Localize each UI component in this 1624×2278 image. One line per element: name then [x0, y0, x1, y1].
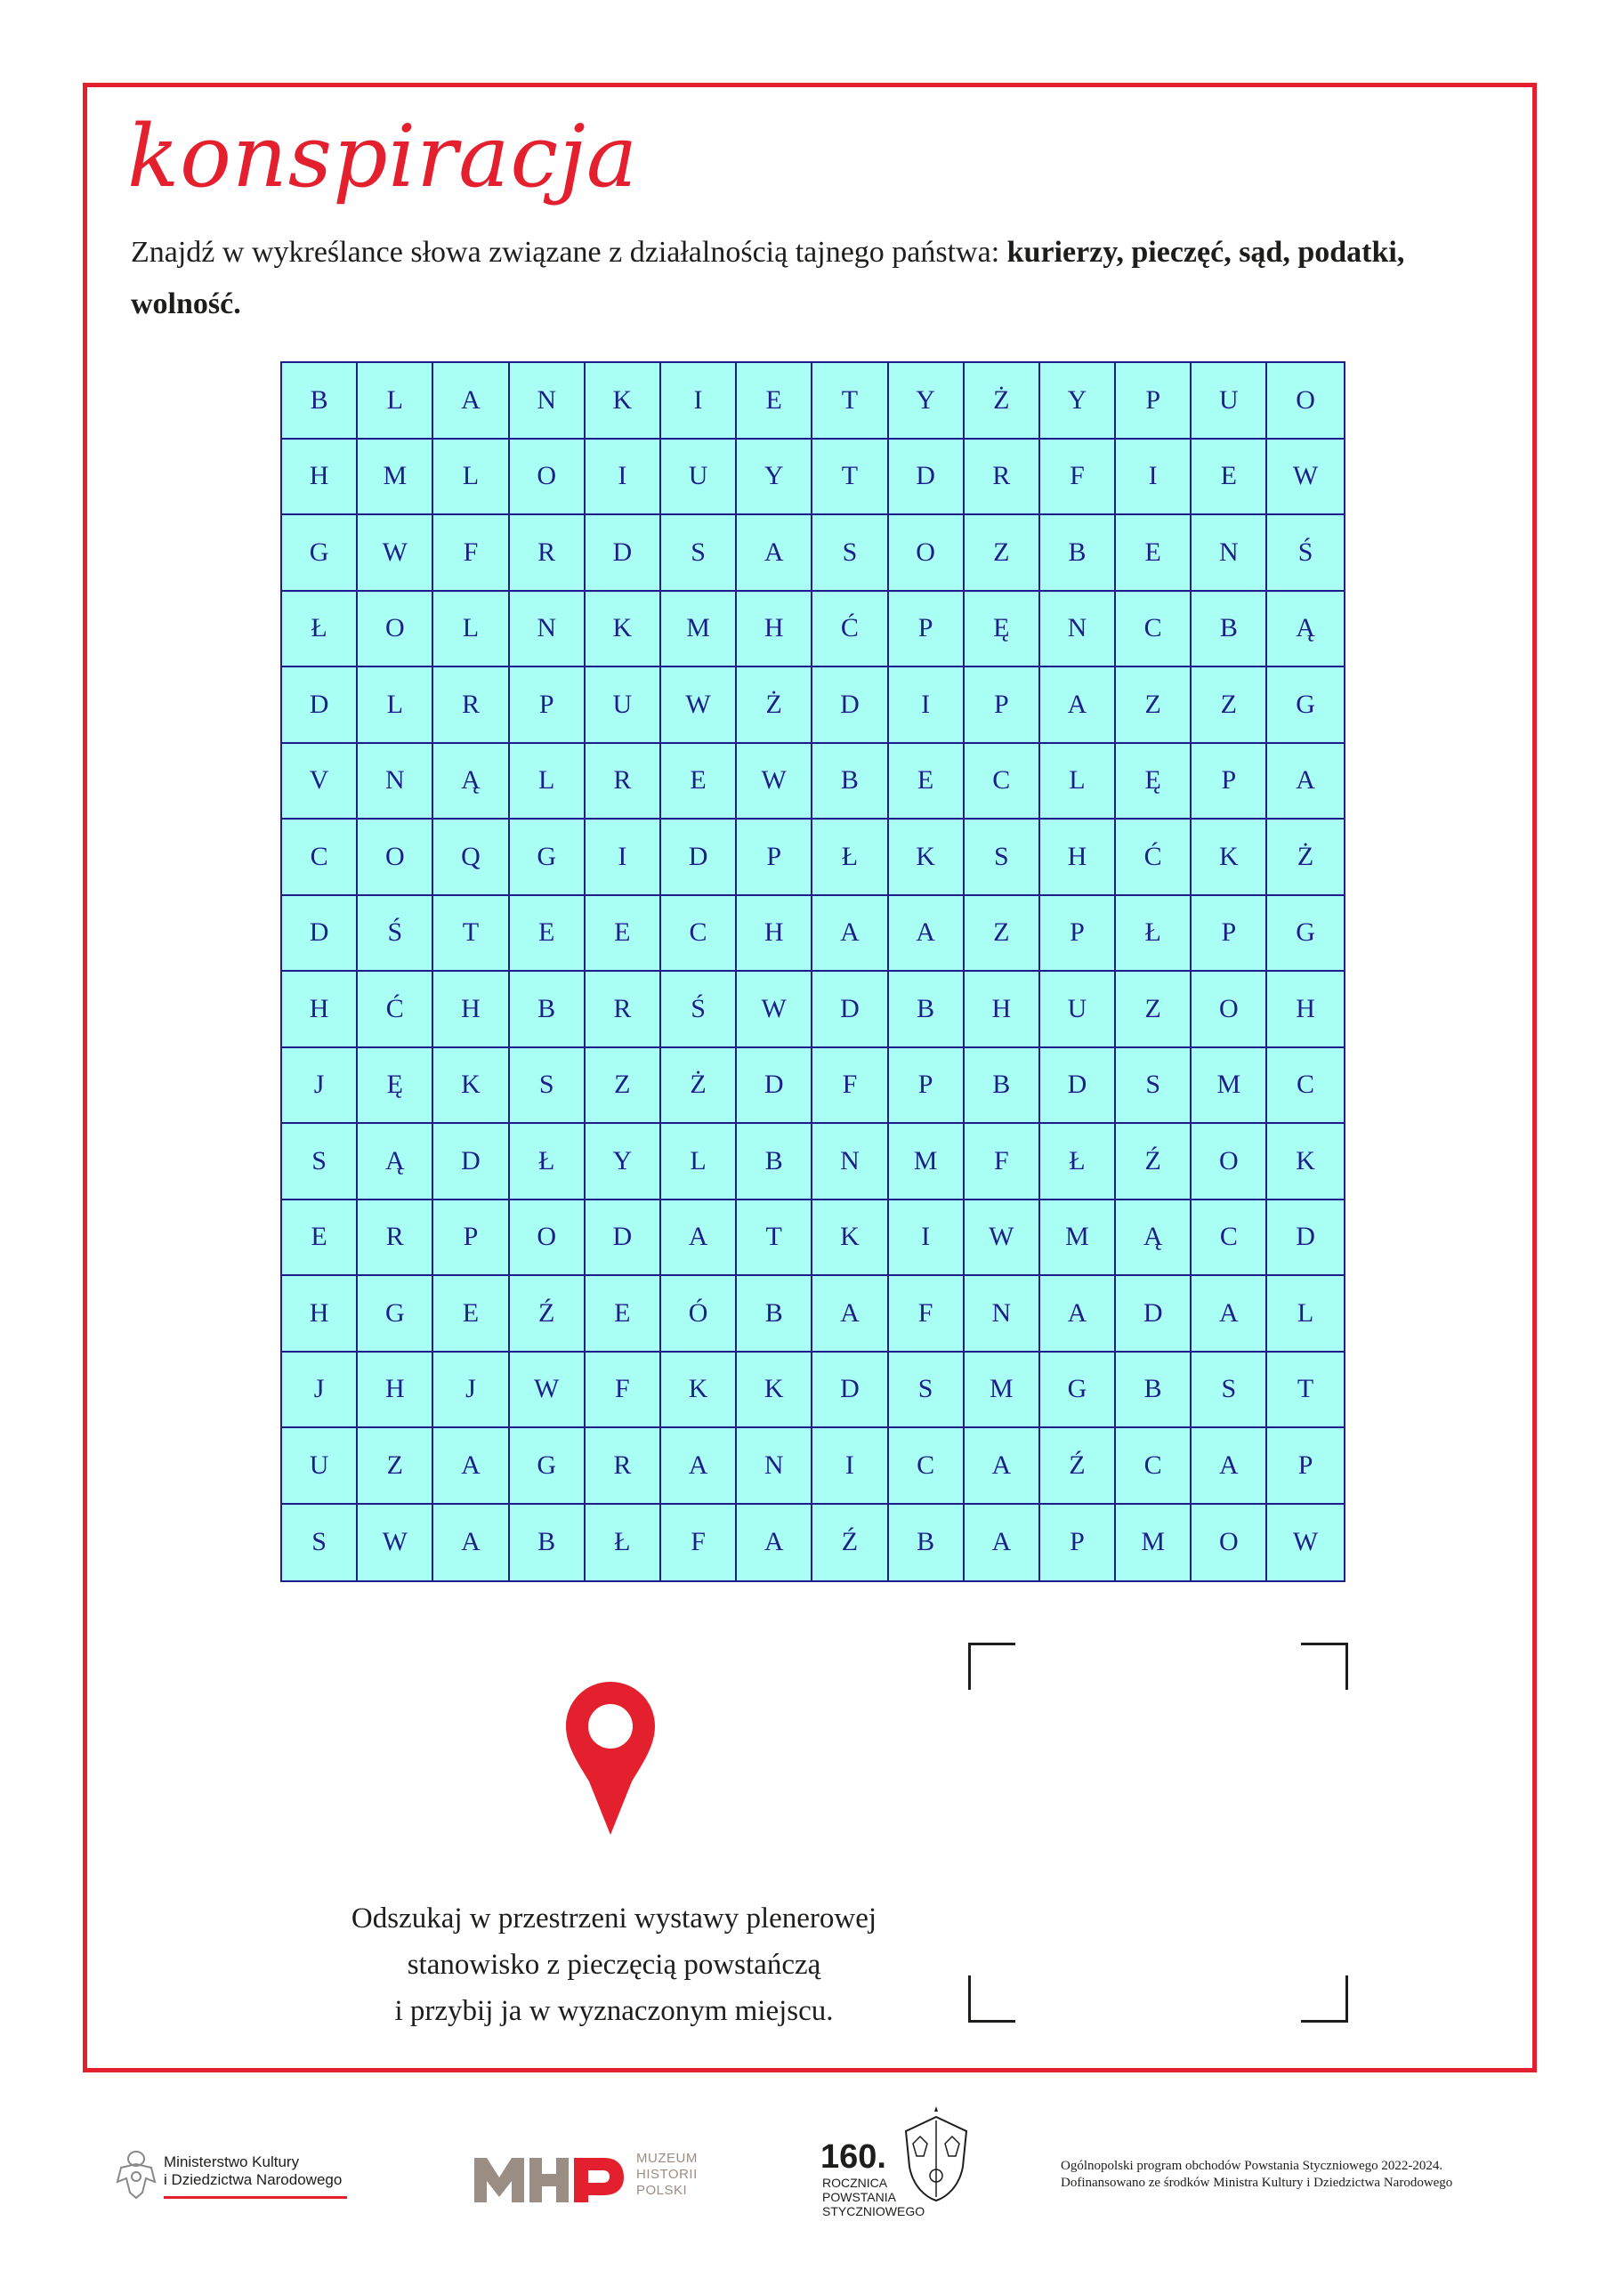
grid-cell[interactable]: O: [358, 820, 433, 896]
grid-cell[interactable]: Ł: [812, 820, 888, 896]
grid-cell[interactable]: Ł: [586, 1505, 661, 1581]
grid-cell[interactable]: L: [433, 592, 509, 668]
grid-cell[interactable]: D: [812, 972, 888, 1048]
grid-cell[interactable]: A: [1267, 744, 1343, 820]
grid-cell[interactable]: B: [1040, 515, 1116, 592]
grid-cell[interactable]: K: [661, 1353, 737, 1429]
grid-cell[interactable]: R: [586, 744, 661, 820]
stamp-area-corner-bottom-right: [1301, 1975, 1348, 2023]
grid-cell[interactable]: P: [1040, 1505, 1116, 1581]
grid-cell[interactable]: A: [737, 515, 812, 592]
grid-cell[interactable]: I: [586, 440, 661, 516]
anniversary-text: [822, 2176, 925, 2218]
ministry-underline: [164, 2196, 347, 2199]
grid-cell[interactable]: A: [1040, 667, 1116, 744]
grid-cell[interactable]: O: [510, 1200, 586, 1277]
grid-cell[interactable]: K: [812, 1200, 888, 1277]
grid-cell[interactable]: W: [737, 972, 812, 1048]
grid-cell[interactable]: D: [1040, 1048, 1116, 1125]
grid-cell[interactable]: Y: [586, 1124, 661, 1200]
grid-cell[interactable]: D: [812, 1353, 888, 1429]
grid-cell[interactable]: G: [358, 1276, 433, 1353]
grid-cell[interactable]: E: [282, 1200, 358, 1277]
grid-cell[interactable]: R: [586, 1428, 661, 1505]
grid-cell[interactable]: S: [510, 1048, 586, 1125]
grid-cell[interactable]: P: [737, 820, 812, 896]
grid-cell[interactable]: Ą: [358, 1124, 433, 1200]
ministry-name: [164, 2153, 342, 2189]
grid-cell[interactable]: O: [1192, 1124, 1267, 1200]
grid-cell[interactable]: R: [433, 667, 509, 744]
grid-cell[interactable]: M: [1116, 1505, 1192, 1581]
grid-cell[interactable]: R: [358, 1200, 433, 1277]
grid-cell[interactable]: A: [1192, 1276, 1267, 1353]
grid-cell[interactable]: M: [889, 1124, 965, 1200]
grid-cell[interactable]: W: [737, 744, 812, 820]
grid-cell[interactable]: A: [1192, 1428, 1267, 1505]
grid-cell[interactable]: K: [586, 363, 661, 440]
grid-cell[interactable]: D: [282, 667, 358, 744]
grid-cell[interactable]: B: [510, 1505, 586, 1581]
grid-cell[interactable]: G: [1267, 896, 1343, 973]
stamp-instruction: [285, 1895, 943, 2034]
grid-cell[interactable]: T: [433, 896, 509, 973]
page-title: konspiracja: [127, 107, 639, 206]
grid-cell[interactable]: D: [1116, 1276, 1192, 1353]
grid-cell[interactable]: A: [433, 1428, 509, 1505]
grid-cell[interactable]: E: [586, 896, 661, 973]
grid-cell[interactable]: C: [661, 896, 737, 973]
grid-cell[interactable]: F: [1040, 440, 1116, 516]
grid-cell[interactable]: U: [282, 1428, 358, 1505]
word-search-grid[interactable]: [280, 361, 1345, 1582]
grid-cell[interactable]: K: [1267, 1124, 1343, 1200]
grid-cell[interactable]: E: [737, 363, 812, 440]
museum-line-3: POLSKI: [636, 2183, 688, 2198]
grid-cell[interactable]: W: [510, 1353, 586, 1429]
grid-cell[interactable]: C: [1267, 1048, 1343, 1125]
grid-cell[interactable]: F: [889, 1276, 965, 1353]
grid-cell[interactable]: D: [433, 1124, 509, 1200]
grid-cell[interactable]: S: [965, 820, 1040, 896]
grid-cell[interactable]: C: [965, 744, 1040, 820]
grid-cell[interactable]: G: [282, 515, 358, 592]
grid-cell[interactable]: O: [358, 592, 433, 668]
grid-cell[interactable]: Ć: [358, 972, 433, 1048]
grid-cell[interactable]: H: [965, 972, 1040, 1048]
grid-cell[interactable]: H: [737, 592, 812, 668]
grid-cell[interactable]: B: [889, 972, 965, 1048]
ministry-line-2: i Dziedzictwa Narodowego: [164, 2171, 343, 2188]
grid-cell[interactable]: S: [661, 515, 737, 592]
stamp-area-corner-bottom-left: [968, 1975, 1015, 2023]
grid-cell[interactable]: T: [1267, 1353, 1343, 1429]
grid-cell[interactable]: E: [510, 896, 586, 973]
instruction-text: [131, 227, 1519, 330]
grid-cell[interactable]: D: [889, 440, 965, 516]
grid-cell[interactable]: K: [1192, 820, 1267, 896]
grid-cell[interactable]: A: [812, 1276, 888, 1353]
grid-cell[interactable]: W: [965, 1200, 1040, 1277]
grid-cell[interactable]: U: [1192, 363, 1267, 440]
grid-cell[interactable]: Ś: [358, 896, 433, 973]
grid-cell[interactable]: U: [661, 440, 737, 516]
grid-cell[interactable]: U: [1040, 972, 1116, 1048]
grid-cell[interactable]: Y: [737, 440, 812, 516]
grid-cell[interactable]: G: [510, 820, 586, 896]
grid-cell[interactable]: Ć: [812, 592, 888, 668]
grid-cell[interactable]: P: [433, 1200, 509, 1277]
grid-cell[interactable]: Y: [1040, 363, 1116, 440]
grid-cell[interactable]: H: [358, 1353, 433, 1429]
grid-cell[interactable]: O: [510, 440, 586, 516]
grid-cell[interactable]: I: [661, 363, 737, 440]
grid-cell[interactable]: K: [737, 1353, 812, 1429]
eagle-emblem-icon: [114, 2148, 158, 2200]
grid-cell[interactable]: Ę: [358, 1048, 433, 1125]
grid-cell[interactable]: P: [1192, 744, 1267, 820]
grid-cell[interactable]: K: [433, 1048, 509, 1125]
stamp-area-corner-top-right: [1301, 1643, 1348, 1690]
grid-cell[interactable]: P: [1267, 1428, 1343, 1505]
grid-cell[interactable]: Ó: [661, 1276, 737, 1353]
grid-cell[interactable]: Ć: [1116, 820, 1192, 896]
museum-line-2: HISTORII: [636, 2167, 698, 2182]
grid-cell[interactable]: T: [812, 440, 888, 516]
grid-cell[interactable]: D: [586, 1200, 661, 1277]
grid-cell[interactable]: D: [586, 515, 661, 592]
grid-cell[interactable]: G: [1040, 1353, 1116, 1429]
grid-cell[interactable]: Ź: [1040, 1428, 1116, 1505]
grid-cell[interactable]: M: [661, 592, 737, 668]
grid-cell[interactable]: H: [282, 1276, 358, 1353]
grid-cell[interactable]: A: [889, 896, 965, 973]
grid-cell[interactable]: B: [889, 1505, 965, 1581]
grid-cell[interactable]: F: [433, 515, 509, 592]
grid-cell[interactable]: I: [889, 667, 965, 744]
grid-cell[interactable]: Ż: [661, 1048, 737, 1125]
grid-cell[interactable]: S: [1116, 1048, 1192, 1125]
grid-cell[interactable]: H: [1040, 820, 1116, 896]
stamp-instruction-line-1: Odszukaj w przestrzeni wystawy plenerowej: [351, 1902, 877, 1935]
grid-cell[interactable]: L: [510, 744, 586, 820]
grid-cell[interactable]: T: [737, 1200, 812, 1277]
grid-cell[interactable]: L: [433, 440, 509, 516]
grid-cell[interactable]: Ż: [1267, 820, 1343, 896]
grid-cell[interactable]: N: [510, 363, 586, 440]
grid-cell[interactable]: N: [1192, 515, 1267, 592]
grid-cell[interactable]: S: [812, 515, 888, 592]
museum-name: [636, 2151, 698, 2199]
grid-cell[interactable]: A: [737, 1505, 812, 1581]
grid-cell[interactable]: C: [1116, 1428, 1192, 1505]
grid-cell[interactable]: Ą: [433, 744, 509, 820]
museum-line-1: MUZEUM: [636, 2151, 698, 2166]
grid-cell[interactable]: L: [1267, 1276, 1343, 1353]
grid-cell[interactable]: Y: [889, 363, 965, 440]
grid-cell[interactable]: Ą: [1116, 1200, 1192, 1277]
grid-cell[interactable]: E: [1192, 440, 1267, 516]
grid-cell[interactable]: Ż: [737, 667, 812, 744]
grid-cell[interactable]: G: [510, 1428, 586, 1505]
museum-logo: [474, 2140, 732, 2211]
grid-cell[interactable]: M: [1040, 1200, 1116, 1277]
grid-cell[interactable]: T: [812, 363, 888, 440]
grid-cell[interactable]: S: [282, 1505, 358, 1581]
grid-cell[interactable]: D: [661, 820, 737, 896]
grid-cell[interactable]: L: [661, 1124, 737, 1200]
grid-cell[interactable]: N: [358, 744, 433, 820]
grid-cell[interactable]: Z: [1192, 667, 1267, 744]
grid-cell[interactable]: Ę: [965, 592, 1040, 668]
grid-cell[interactable]: H: [282, 972, 358, 1048]
grid-cell[interactable]: B: [1192, 592, 1267, 668]
grid-cell[interactable]: Q: [433, 820, 509, 896]
grid-cell[interactable]: H: [737, 896, 812, 973]
grid-cell[interactable]: N: [812, 1124, 888, 1200]
grid-cell[interactable]: S: [282, 1124, 358, 1200]
ministry-logo: [114, 2145, 363, 2216]
grid-cell[interactable]: F: [965, 1124, 1040, 1200]
grid-cell[interactable]: D: [812, 667, 888, 744]
grid-cell[interactable]: J: [282, 1353, 358, 1429]
grid-cell[interactable]: I: [1116, 440, 1192, 516]
grid-cell[interactable]: F: [586, 1353, 661, 1429]
grid-cell[interactable]: L: [358, 667, 433, 744]
grid-cell[interactable]: C: [282, 820, 358, 896]
program-note: [1061, 2158, 1523, 2192]
grid-cell[interactable]: Ł: [1116, 896, 1192, 973]
grid-cell[interactable]: C: [1116, 592, 1192, 668]
grid-cell[interactable]: Ę: [1116, 744, 1192, 820]
grid-cell[interactable]: P: [1040, 896, 1116, 973]
grid-cell[interactable]: A: [965, 1428, 1040, 1505]
grid-cell[interactable]: F: [661, 1505, 737, 1581]
grid-cell[interactable]: A: [433, 1505, 509, 1581]
grid-cell[interactable]: R: [965, 440, 1040, 516]
grid-cell[interactable]: B: [965, 1048, 1040, 1125]
grid-cell[interactable]: B: [812, 744, 888, 820]
grid-cell[interactable]: Ł: [510, 1124, 586, 1200]
instruction-prefix: Znajdź w wykreślance słowa związane z działalnością tajnego państwa:: [131, 236, 1007, 269]
grid-cell[interactable]: B: [282, 363, 358, 440]
grid-cell[interactable]: N: [965, 1276, 1040, 1353]
grid-cell[interactable]: N: [737, 1428, 812, 1505]
grid-cell[interactable]: A: [1040, 1276, 1116, 1353]
grid-cell[interactable]: L: [358, 363, 433, 440]
grid-cell[interactable]: R: [586, 972, 661, 1048]
grid-cell[interactable]: E: [433, 1276, 509, 1353]
stamp-instruction-line-2: stanowisko z pieczęcią powstańczą: [407, 1949, 821, 1981]
grid-cell[interactable]: W: [1292, 1527, 1319, 1557]
grid-cell[interactable]: E: [586, 1276, 661, 1353]
grid-cell[interactable]: M: [358, 440, 433, 516]
grid-cell[interactable]: Ź: [510, 1276, 586, 1353]
grid-cell[interactable]: N: [1040, 592, 1116, 668]
grid-cell[interactable]: H: [1267, 972, 1343, 1048]
grid-cell[interactable]: W: [358, 515, 433, 592]
grid-cell[interactable]: B: [737, 1276, 812, 1353]
grid-cell[interactable]: L: [1040, 744, 1116, 820]
grid-cell[interactable]: H: [282, 440, 358, 516]
grid-cell[interactable]: Ą: [1267, 592, 1343, 668]
grid-cell[interactable]: W: [1267, 440, 1343, 516]
grid-cell[interactable]: Z: [965, 896, 1040, 973]
grid-cell[interactable]: A: [661, 1200, 737, 1277]
grid-cell[interactable]: M: [965, 1353, 1040, 1429]
grid-cell[interactable]: B: [1116, 1353, 1192, 1429]
grid-cell[interactable]: O: [889, 515, 965, 592]
grid-cell[interactable]: Ł: [282, 592, 358, 668]
grid-cell[interactable]: D: [282, 896, 358, 973]
mhp-logo-mark: [474, 2151, 626, 2202]
grid-cell[interactable]: Ś: [661, 972, 737, 1048]
grid-cell[interactable]: Ś: [1267, 515, 1343, 592]
program-line-2: Dofinansowano ze środków Ministra Kultury i Dziedzictwa Narodowego: [1061, 2176, 1453, 2190]
grid-cell[interactable]: P: [510, 667, 586, 744]
grid-cell[interactable]: U: [586, 667, 661, 744]
ministry-line-1: Ministerstwo Kultury: [164, 2153, 300, 2170]
stamp-instruction-line-3: i przybij ja w wyznaczonym miejscu.: [394, 1995, 834, 2027]
grid-cell[interactable]: Z: [1116, 667, 1192, 744]
grid-cell[interactable]: S: [1192, 1353, 1267, 1429]
grid-cell[interactable]: Z: [586, 1048, 661, 1125]
grid-cell[interactable]: Ż: [965, 363, 1040, 440]
grid-cell[interactable]: Ł: [1040, 1124, 1116, 1200]
grid-cell[interactable]: E: [1116, 515, 1192, 592]
grid-cell[interactable]: P: [965, 667, 1040, 744]
grid-cell[interactable]: P: [1116, 363, 1192, 440]
grid-cell[interactable]: V: [282, 744, 358, 820]
grid-cell[interactable]: J: [433, 1353, 509, 1429]
grid-cell[interactable]: N: [510, 592, 586, 668]
grid-cell[interactable]: I: [812, 1428, 888, 1505]
anniversary-line-2: POWSTANIA: [822, 2190, 896, 2204]
grid-cell[interactable]: B: [737, 1124, 812, 1200]
stamp-area-corner-top-left: [968, 1643, 1015, 1690]
grid-cell[interactable]: E: [889, 744, 965, 820]
grid-cell[interactable]: Z: [1116, 972, 1192, 1048]
grid-cell[interactable]: H: [433, 972, 509, 1048]
grid-cell[interactable]: Z: [358, 1428, 433, 1505]
grid-cell[interactable]: M: [1192, 1048, 1267, 1125]
program-line-1: Ogólnopolski program obchodów Powstania Styczniowego 2022-2024.: [1061, 2159, 1443, 2173]
grid-cell[interactable]: C: [1192, 1200, 1267, 1277]
grid-cell[interactable]: E: [661, 744, 737, 820]
anniversary-logo: [820, 2104, 981, 2247]
grid-cell[interactable]: D: [737, 1048, 812, 1125]
grid-cell[interactable]: D: [1267, 1200, 1343, 1277]
grid-cell[interactable]: C: [889, 1428, 965, 1505]
grid-cell[interactable]: Ź: [812, 1505, 888, 1581]
grid-cell[interactable]: R: [510, 515, 586, 592]
grid-cell[interactable]: O: [1267, 363, 1343, 440]
grid-cell[interactable]: J: [282, 1048, 358, 1125]
grid-cell[interactable]: O: [1192, 972, 1267, 1048]
grid-cell[interactable]: P: [1192, 896, 1267, 973]
anniversary-number: 160.: [820, 2138, 886, 2176]
grid-cell[interactable]: P: [889, 1048, 965, 1125]
grid-cell[interactable]: A: [812, 896, 888, 973]
grid-cell[interactable]: G: [1267, 667, 1343, 744]
grid-cell[interactable]: Z: [965, 515, 1040, 592]
grid-cell[interactable]: A: [965, 1505, 1040, 1581]
footer: [0, 2091, 1624, 2278]
grid-cell[interactable]: W: [358, 1505, 433, 1581]
grid-cell[interactable]: K: [586, 592, 661, 668]
instruction-words: kurierzy, pieczęć, sąd, podatki, wolność.: [131, 236, 1405, 320]
map-pin-icon: [566, 1682, 655, 1835]
grid-cell[interactable]: O: [1192, 1505, 1267, 1581]
grid-cell[interactable]: S: [889, 1353, 965, 1429]
grid-cell[interactable]: K: [889, 820, 965, 896]
grid-cell[interactable]: B: [510, 972, 586, 1048]
grid-cell[interactable]: A: [661, 1428, 737, 1505]
grid-cell[interactable]: A: [433, 363, 509, 440]
anniversary-line-1: ROCZNICA: [822, 2176, 888, 2190]
grid-cell[interactable]: F: [812, 1048, 888, 1125]
grid-cell[interactable]: I: [889, 1200, 965, 1277]
grid-cell[interactable]: W: [661, 667, 737, 744]
anniversary-line-3: STYCZNIOWEGO: [822, 2204, 925, 2218]
grid-cell[interactable]: Ź: [1116, 1124, 1192, 1200]
grid-cell[interactable]: I: [586, 820, 661, 896]
grid-cell[interactable]: P: [889, 592, 965, 668]
